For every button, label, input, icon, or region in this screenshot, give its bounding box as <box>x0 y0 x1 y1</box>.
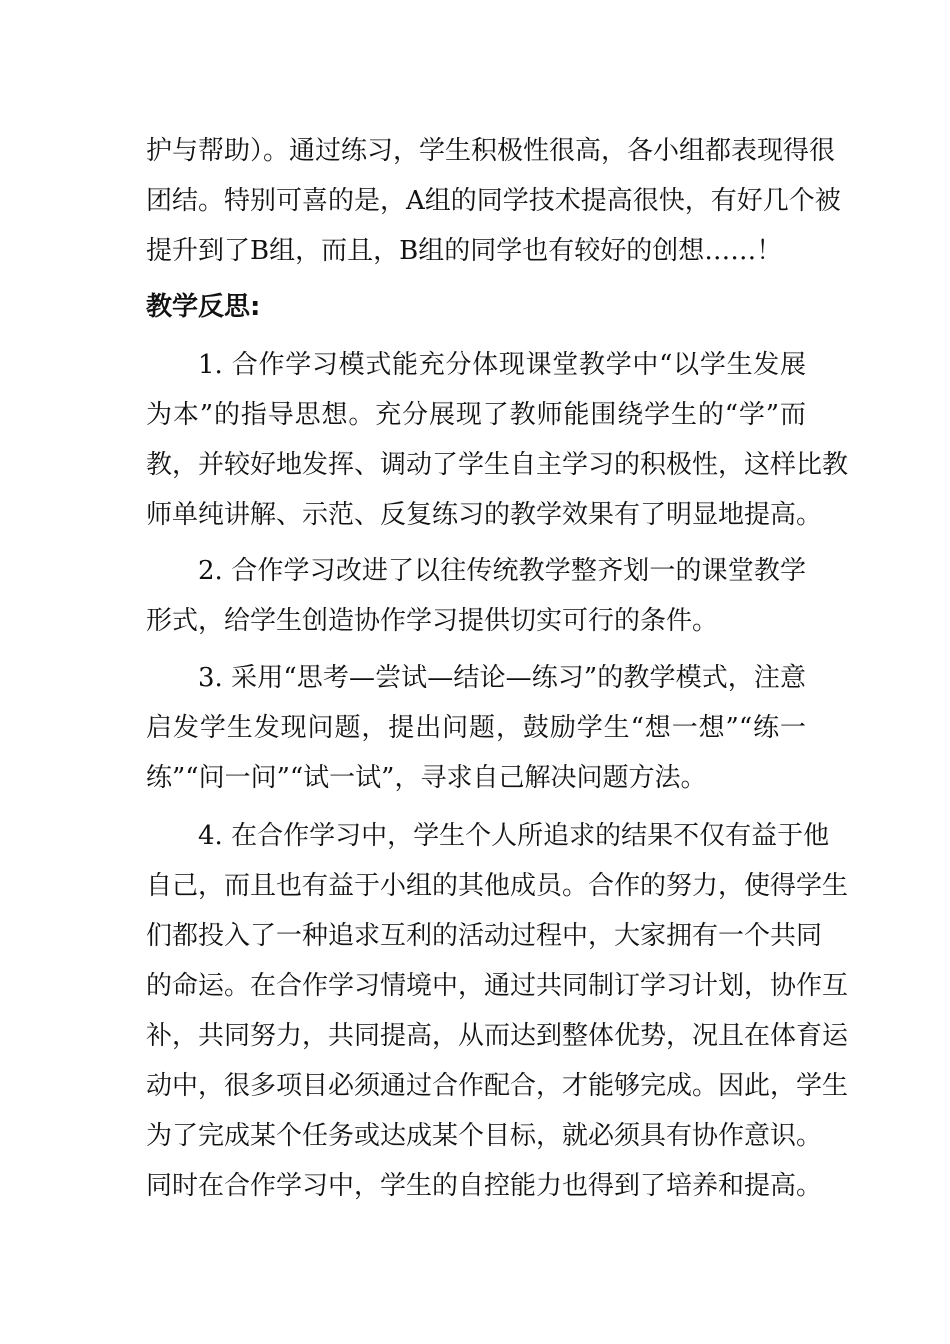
section-heading: 教学反思: <box>146 292 261 322</box>
intro-line-3: 提升到了B组，而且，B组的同学也有较好的创想……！ <box>146 236 783 266</box>
point-4-line-4: 的命运。在合作学习情境中，通过共同制订学习计划，协作互 <box>146 971 849 1001</box>
point-2-line-2: 形式，给学生创造协作学习提供切实可行的条件。 <box>146 606 719 636</box>
point-4-line-6: 动中，很多项目必须通过合作配合，才能够完成。因此，学生 <box>146 1071 849 1101</box>
point-2-line-1: 2. 合作学习改进了以往传统教学整齐划一的课堂教学 <box>198 556 806 586</box>
point-4-line-5: 补，共同努力，共同提高，从而达到整体优势，况且在体育运 <box>146 1021 849 1051</box>
point-1-line-1: 1. 合作学习模式能充分体现课堂教学中“以学生发展 <box>198 350 806 380</box>
point-4-line-2: 自己，而且也有益于小组的其他成员。合作的努力，使得学生 <box>146 871 849 901</box>
point-3-line-3: 练”“问一问”“试一试”，寻求自己解决问题方法。 <box>146 763 707 793</box>
point-3-line-1: 3. 采用“思考—尝试—结论—练习”的教学模式，注意 <box>198 663 806 693</box>
point-3-line-2: 启发学生发现问题，提出问题，鼓励学生“想一想”“练一 <box>146 713 806 743</box>
point-1-line-2: 为本”的指导思想。充分展现了教师能围绕学生的“学”而 <box>146 400 806 430</box>
point-4-line-1: 4. 在合作学习中，学生个人所追求的结果不仅有益于他 <box>198 821 830 851</box>
point-1-line-4: 师单纯讲解、示范、反复练习的教学效果有了明显地提高。 <box>146 500 823 530</box>
point-4-line-7: 为了完成某个任务或达成某个目标，就必须具有协作意识。 <box>146 1121 823 1151</box>
point-1-line-3: 教，并较好地发挥、调动了学生自主学习的积极性，这样比教 <box>146 450 849 480</box>
intro-line-1: 护与帮助）。通过练习，学生积极性很高，各小组都表现得很 <box>146 136 836 166</box>
intro-line-2: 团结。特别可喜的是，A组的同学技术提高很快，有好几个被 <box>146 186 841 216</box>
point-4-line-3: 们都投入了一种追求互利的活动过程中，大家拥有一个共同 <box>146 921 823 951</box>
point-4-line-8: 同时在合作学习中，学生的自控能力也得到了培养和提高。 <box>146 1171 823 1201</box>
